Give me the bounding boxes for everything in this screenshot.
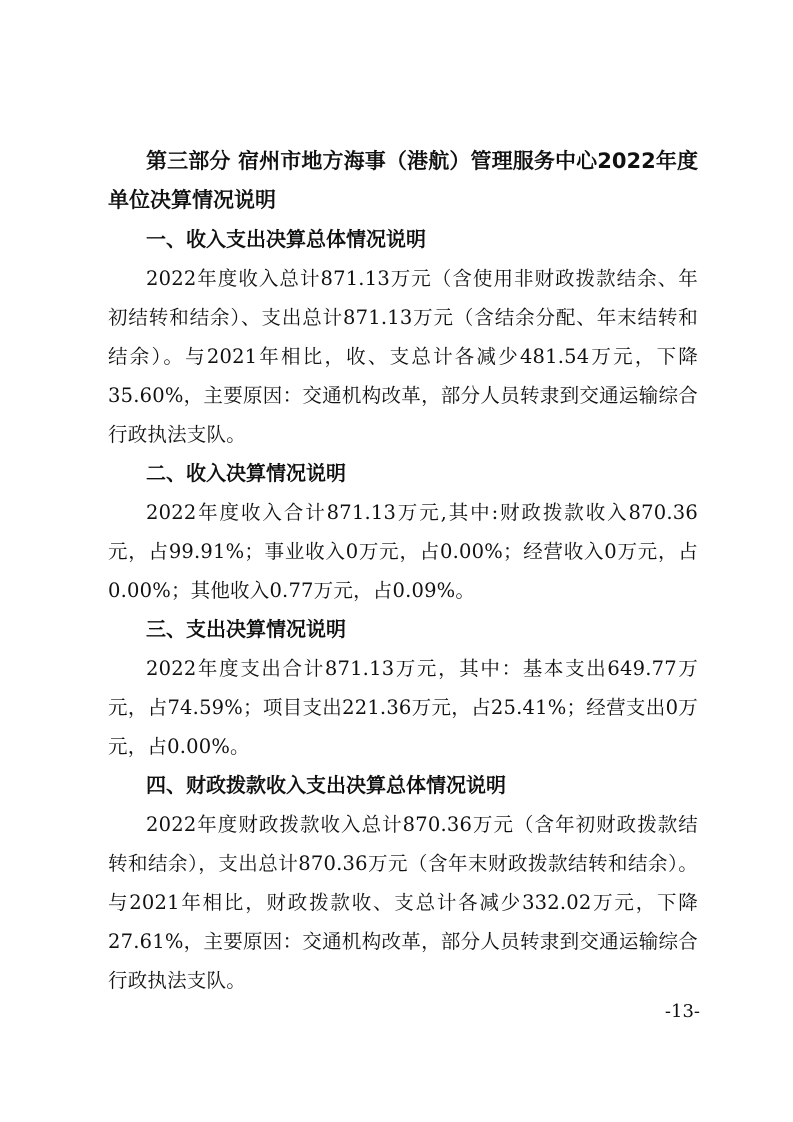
page-number: -13- [664,1001,700,1022]
section-paragraph-1: 2022年度收入总计871.13万元（含使用非财政拨款结余、年初结转和结余）、支出总计871.13万元（含结余分配、年末结转和结余）。与2021年相比，收、支总计各减少481.54万元，下降35.60%，主要原因：交通机构改革，部分人员转隶到交通运输综合行政执法支队。 [108,267,698,446]
section-paragraph-4: 2022年度财政拨款收入总计870.36万元（含年初财政拨款结转和结余），支出总计870.36万元（含年末财政拨款结转和结余）。与2021年相比，财政拨款收、支总计各减少332.02万元，下降27.61%，主要原因：交通机构改革，部分人员转隶到交通运输综合行政执法支队。 [108,813,698,992]
section-heading-2: 二、收入决算情况说明 [146,461,346,485]
section-heading-1: 一、收入支出决算总体情况说明 [146,227,426,251]
section-heading-4: 四、财政拨款收入支出决算总体情况说明 [146,773,506,797]
document-body [108,142,698,1000]
section-paragraph-2: 2022年度收入合计871.13万元,其中:财政拨款收入870.36元，占99.91%；事业收入0万元，占0.00%；经营收入0万元，占0.00%；其他收入0.77万元，占0.09%。 [108,501,698,602]
section-heading-3: 三、支出决算情况说明 [146,617,346,641]
document-title: 第三部分 宿州市地方海事（港航）管理服务中心2022年度单位决算情况说明 [108,149,698,212]
section-paragraph-3: 2022年度支出合计871.13万元，其中：基本支出649.77万元，占74.59%；项目支出221.36万元，占25.41%；经营支出0万元，占0.00%。 [108,657,698,758]
